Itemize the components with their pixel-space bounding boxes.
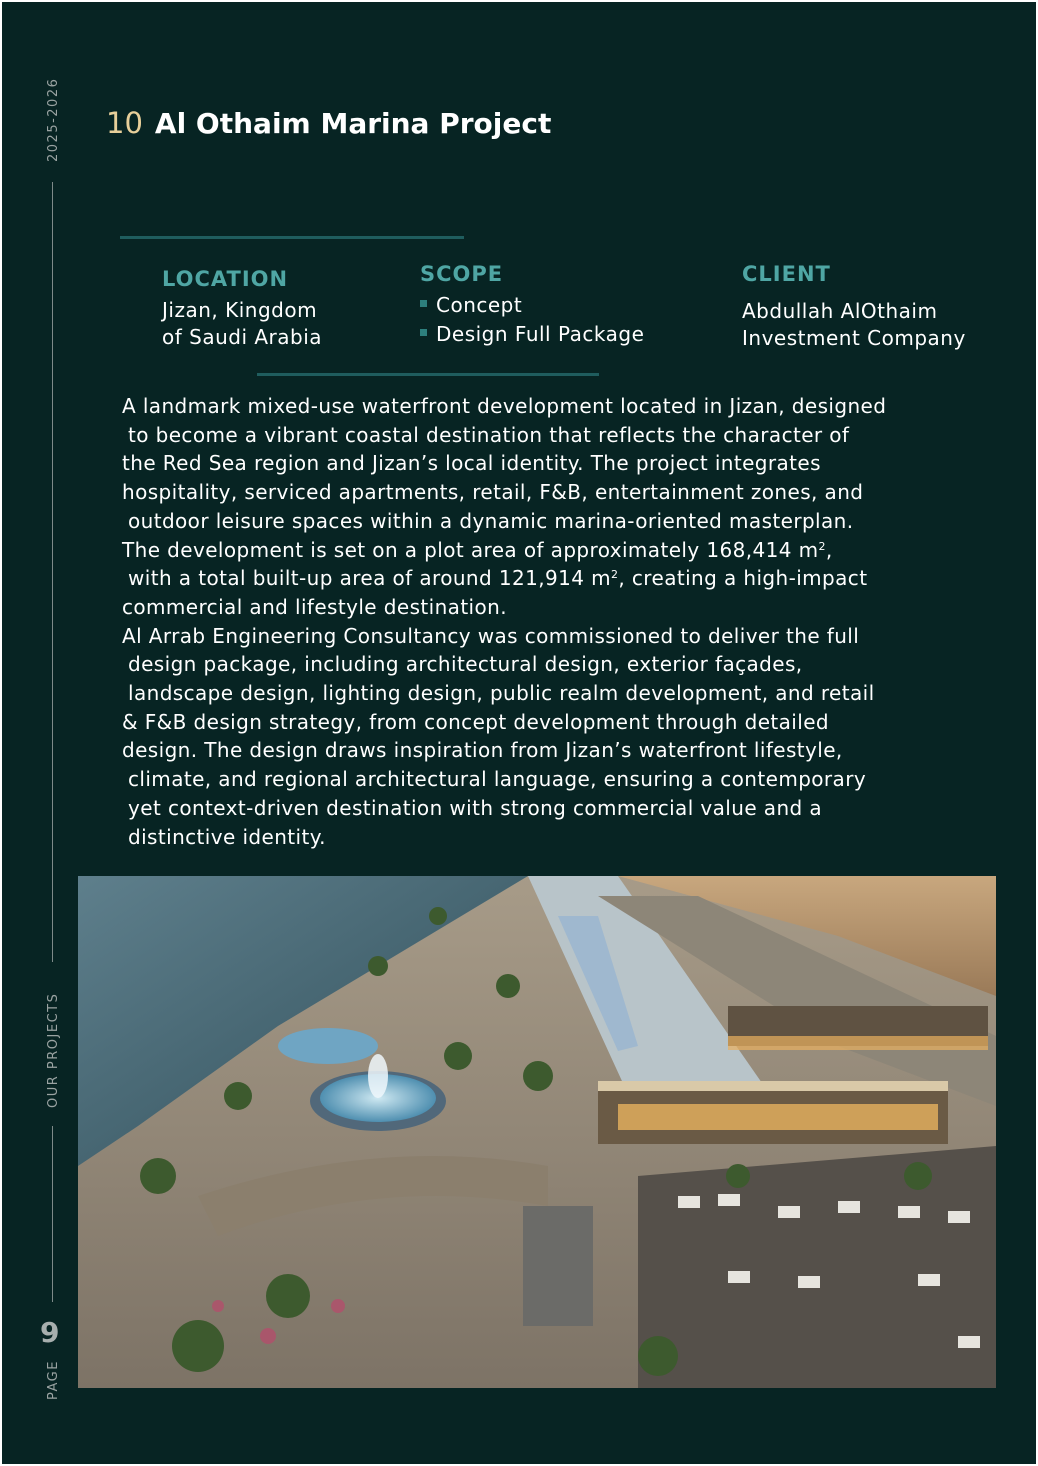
client-value — [742, 298, 966, 352]
location-value — [162, 297, 322, 351]
scope-heading: SCOPE — [420, 262, 504, 286]
description-line: outdoor leisure spaces within a dynamic marina-oriented masterplan. — [128, 508, 854, 533]
rail-divider-top — [52, 182, 53, 962]
description-line: A landmark mixed-use waterfront development located in Jizan, designed — [122, 394, 887, 418]
description-line: climate, and regional architectural language, ensuring a contemporary — [128, 767, 867, 792]
description-line: the Red Sea region and Jizan’s local identity. The project integrates — [122, 451, 821, 476]
project-name: Al Othaim Marina Project — [154, 107, 552, 140]
description-line: The development is set on a plot area of approximately 168,414 $m^2$, — [122, 537, 833, 562]
project-description — [122, 392, 1002, 851]
divider-top — [120, 236, 464, 239]
description-line: with a total built-up area of around 121,914 $m^2$, creating a high-impact — [128, 566, 868, 591]
location-line: of Saudi Arabia — [162, 325, 323, 349]
description-line: to become a vibrant coastal destination that reflects the character of — [128, 422, 850, 447]
description-line: Al Arrab Engineering Consultancy was commissioned to deliver the full — [122, 623, 860, 648]
description-line: design package, including architectural design, exterior façades, — [128, 652, 803, 677]
rail-section: OUR PROJECTS — [46, 992, 61, 1108]
description-line: hospitality, serviced apartments, retail, F&B, entertainment zones, and — [122, 480, 864, 505]
rail-years: 2025-2026 — [46, 77, 61, 162]
rail-divider-bottom — [52, 1126, 53, 1302]
page-number: 9 — [40, 1316, 60, 1349]
bullet-icon — [420, 300, 427, 307]
scope-item: Concept — [420, 291, 644, 320]
aerial-render-image — [78, 876, 996, 1388]
divider-bottom — [257, 373, 599, 376]
client-line: Abdullah AlOthaim — [742, 299, 938, 323]
project-title — [106, 106, 551, 140]
page — [2, 2, 1036, 1464]
client-line: Investment Company — [742, 326, 966, 350]
location-line: Jizan, Kingdom — [162, 298, 318, 322]
description-line: design. The design draws inspiration from Jizan’s waterfront lifestyle, — [122, 738, 843, 763]
project-number: 10 — [106, 106, 143, 140]
description-line: yet context-driven destination with strong commercial value and a — [128, 795, 823, 820]
scope-item: Design Full Package — [420, 320, 644, 349]
page-label: PAGE — [46, 1360, 61, 1400]
description-line: commercial and lifestyle destination. — [122, 594, 507, 619]
description-line: & F&B design strategy, from concept development through detailed — [122, 709, 830, 734]
location-heading: LOCATION — [162, 267, 289, 291]
bullet-icon — [420, 329, 427, 336]
client-heading: CLIENT — [742, 262, 831, 286]
description-line: landscape design, lighting design, public realm development, and retail — [128, 681, 875, 706]
scope-list — [420, 291, 644, 349]
description-line: distinctive identity. — [128, 824, 326, 849]
